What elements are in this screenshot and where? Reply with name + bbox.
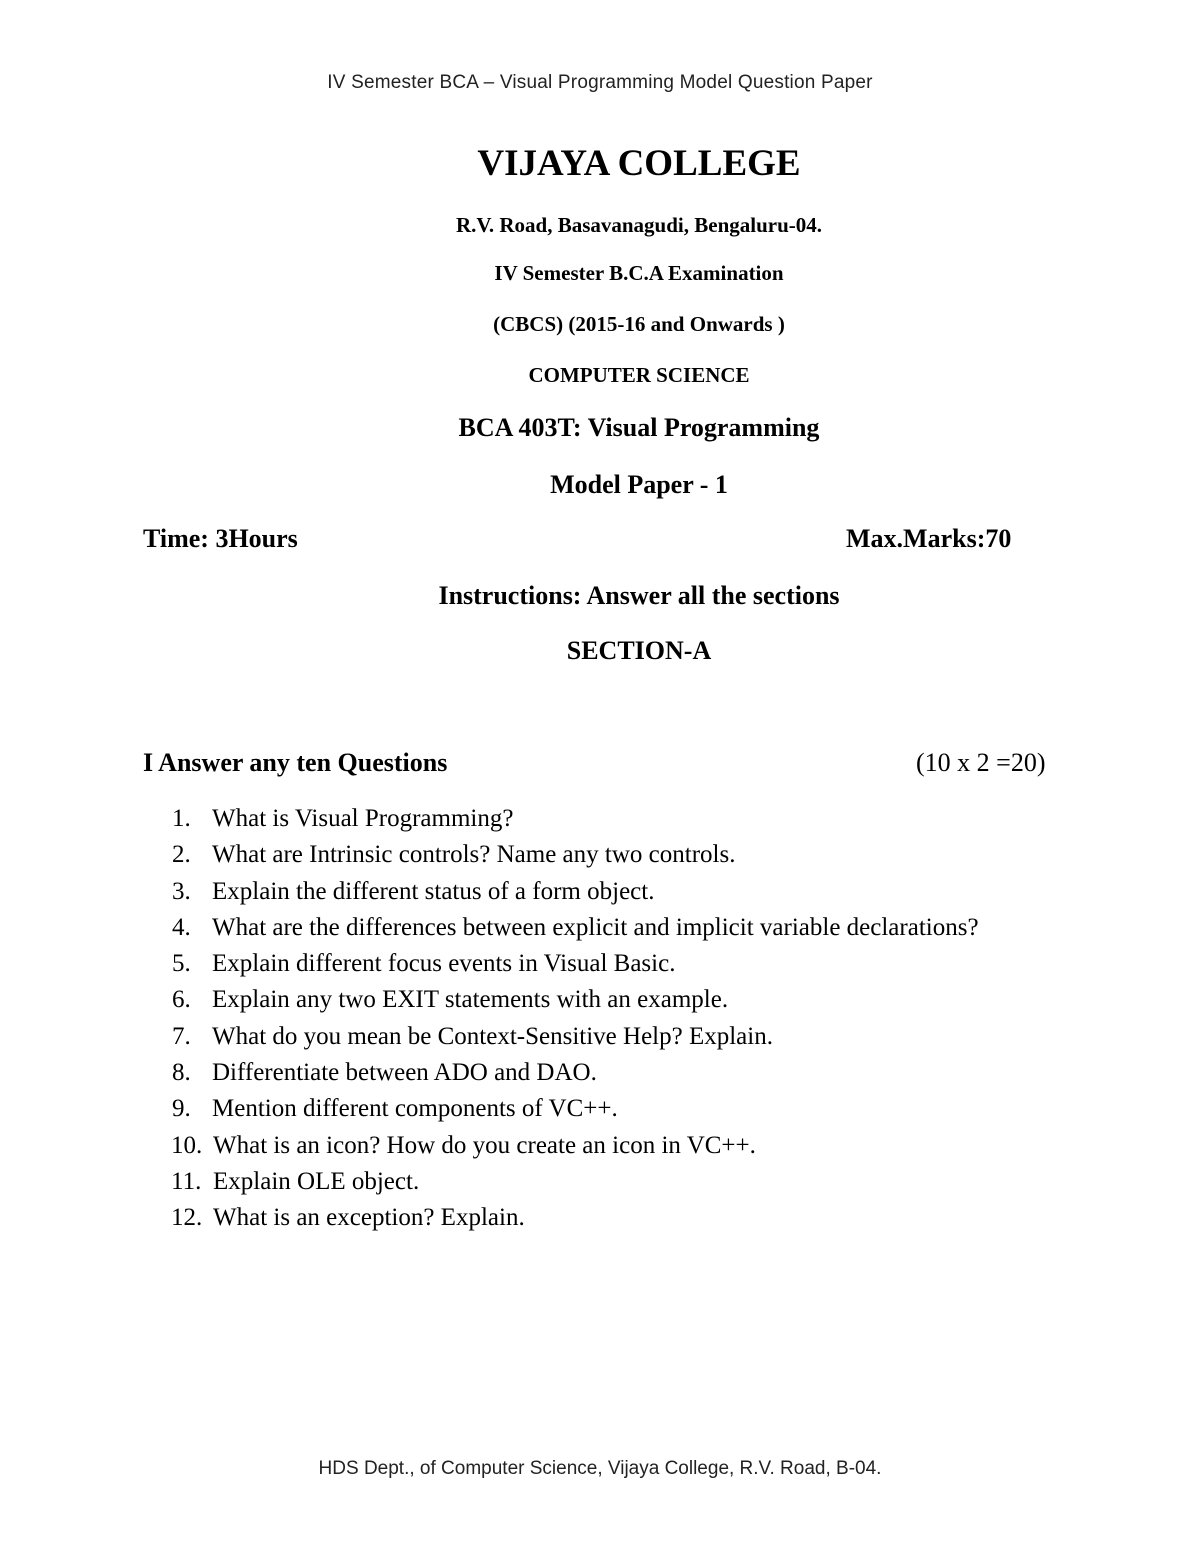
question-number: 8. <box>172 1059 191 1087</box>
running-footer: HDS Dept., of Computer Science, Vijaya College, R.V. Road, B-04. <box>318 1458 882 1479</box>
question-text: What are Intrinsic controls? Name any two controls. <box>212 841 736 869</box>
exam-title: IV Semester B.C.A Examination <box>494 261 784 285</box>
time-allowed: Time: 3Hours <box>143 524 298 553</box>
question-text: What are the differences between explicit and implicit variable declarations? <box>212 913 979 941</box>
question-number: 4. <box>172 913 191 941</box>
max-marks: Max.Marks:70 <box>846 524 1012 553</box>
question-group-heading: I Answer any ten Questions <box>143 748 448 777</box>
instructions: Instructions: Answer all the sections <box>438 581 840 610</box>
question-text: What is an icon? How do you create an icon in VC++. <box>213 1131 756 1159</box>
running-header: IV Semester BCA – Visual Programming Model Question Paper <box>327 72 873 93</box>
question-number: 6. <box>172 986 191 1014</box>
model-paper-label: Model Paper - 1 <box>550 470 728 499</box>
question-text: Explain different focus events in Visual Basic. <box>212 950 676 978</box>
question-text: Explain the different status of a form object. <box>212 877 655 905</box>
section-title: SECTION-A <box>566 636 712 665</box>
college-address: R.V. Road, Basavanagudi, Bengaluru-04. <box>455 213 823 237</box>
question-number: 5. <box>172 950 191 978</box>
course-title: BCA 403T: Visual Programming <box>458 413 820 442</box>
question-number: 9. <box>172 1095 191 1123</box>
question-group-marks: (10 x 2 =20) <box>916 748 1046 777</box>
question-number: 3. <box>172 877 191 905</box>
question-text: What is an exception? Explain. <box>213 1204 525 1232</box>
college-name: VIJAYA COLLEGE <box>477 143 801 184</box>
question-text: Differentiate between ADO and DAO. <box>212 1059 597 1087</box>
scheme-line: (CBCS) (2015-16 and Onwards ) <box>493 312 785 336</box>
question-text: What is Visual Programming? <box>212 805 514 832</box>
question-number: 2. <box>172 841 191 869</box>
question-number: 1. <box>172 805 191 832</box>
question-number: 10. <box>171 1131 203 1159</box>
question-text: What do you mean be Context-Sensitive Help? Explain. <box>212 1022 773 1050</box>
question-number: 7. <box>172 1022 191 1050</box>
question-text: Explain OLE object. <box>213 1167 420 1195</box>
question-number: 12. <box>171 1204 203 1232</box>
department-name: COMPUTER SCIENCE <box>528 363 750 387</box>
question-text: Explain any two EXIT statements with an example. <box>212 986 729 1014</box>
question-text: Mention different components of VC++. <box>212 1095 618 1123</box>
question-number: 11. <box>171 1167 202 1195</box>
